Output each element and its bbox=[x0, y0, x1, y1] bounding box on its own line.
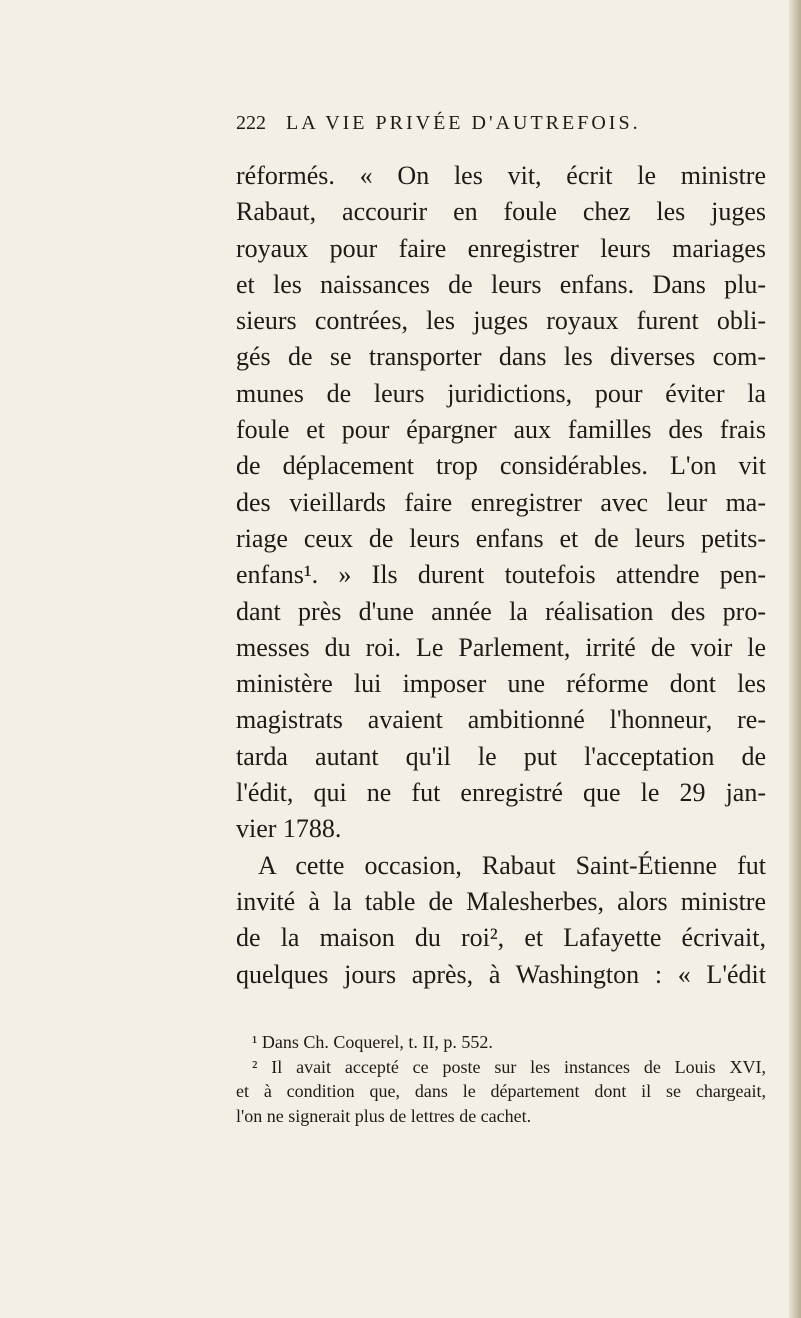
text-line: réformés. « On les vit, écrit le ministre bbox=[236, 161, 766, 190]
text-line: l'édit, qui ne fut enregistré que le 29 jan- bbox=[236, 778, 766, 808]
text-line: sieurs contrées, les juges royaux furent obli- bbox=[236, 306, 766, 336]
footnote: ¹ Dans Ch. Coquerel, t. II, p. 552. bbox=[252, 1032, 493, 1052]
text-line: foule et pour épargner aux familles des frais bbox=[236, 415, 766, 445]
footnotes bbox=[236, 1030, 766, 1128]
text-line: royaux pour faire enregistrer leurs mariages bbox=[236, 233, 766, 263]
text-line: de déplacement trop considérables. L'on vit bbox=[236, 451, 766, 481]
text-line: des vieillards faire enregistrer avec leur ma- bbox=[236, 487, 766, 517]
text-line: enfans¹. » Ils durent toutefois attendre pen- bbox=[236, 560, 766, 590]
text-line: et les naissances de leurs enfans. Dans plu- bbox=[236, 269, 766, 299]
page-number: 222 bbox=[236, 112, 266, 134]
text-line: A cette occasion, Rabaut Saint-Étienne fut bbox=[258, 850, 766, 880]
text-line: munes de leurs juridictions, pour éviter la bbox=[236, 378, 766, 408]
text-line: messes du roi. Le Parlement, irrité de voir le bbox=[236, 632, 766, 662]
text-line: riage ceux de leurs enfans et de leurs petits- bbox=[236, 523, 766, 553]
footnote: ² Il avait accepté ce poste sur les instances de Louis XVI, bbox=[252, 1056, 766, 1077]
text-line: dant près d'une année la réalisation des pro- bbox=[236, 596, 766, 626]
running-title: LA VIE PRIVÉE D'AUTREFOIS. bbox=[286, 112, 641, 134]
body-text bbox=[236, 158, 766, 993]
text-line: Rabaut, accourir en foule chez les juges bbox=[236, 197, 766, 227]
text-line: ministère lui imposer une réforme dont les bbox=[236, 669, 766, 699]
text-line: magistrats avaient ambitionné l'honneur, re- bbox=[236, 705, 766, 735]
footnote: et à condition que, dans le département dont il se chargeait, bbox=[236, 1081, 766, 1101]
text-line: invité à la table de Malesherbes, alors ministre bbox=[236, 886, 766, 916]
text-line: tarda autant qu'il le put l'acceptation de bbox=[236, 741, 766, 771]
text-line: quelques jours après, à Washington : « L'édit bbox=[236, 959, 766, 989]
page-edge bbox=[789, 0, 801, 1318]
text-line: vier 1788. bbox=[236, 814, 342, 844]
text-line: gés de se transporter dans les diverses com- bbox=[236, 342, 766, 372]
text-line: de la maison du roi², et Lafayette écrivait, bbox=[236, 923, 766, 953]
footnote: l'on ne signerait plus de lettres de cachet. bbox=[236, 1105, 532, 1126]
